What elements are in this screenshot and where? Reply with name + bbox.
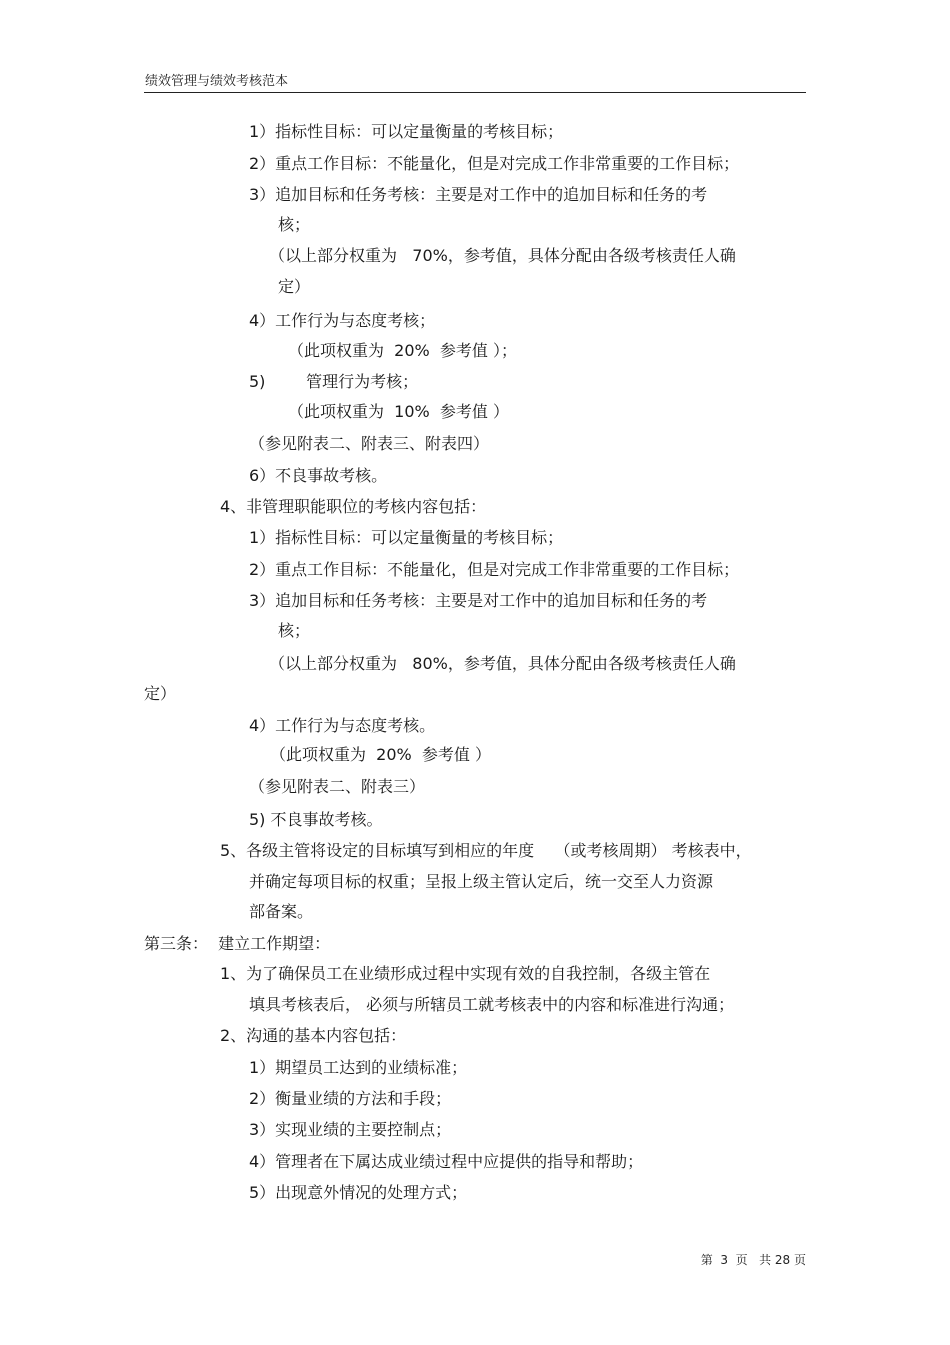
text-line: 2）重点工作目标：不能量化，但是对完成工作非常重要的工作目标； <box>249 154 740 173</box>
text-line: 5) 管理行为考核； <box>249 372 419 391</box>
text-line: （此项权重为 20% 参考值 ） <box>270 745 491 764</box>
text-line: （参见附表二、附表三、附表四） <box>249 434 490 453</box>
text-line: 核； <box>278 621 311 640</box>
text-line: 1）指标性目标：可以定量衡量的考核目标； <box>249 122 564 141</box>
text-line: 5、各级主管将设定的目标填写到相应的年度 （或考核周期） 考核表中， <box>220 841 752 860</box>
text-line: （此项权重为 20% 参考值 ）； <box>288 341 517 360</box>
text-line: 2）重点工作目标：不能量化，但是对完成工作非常重要的工作目标； <box>249 560 740 579</box>
text-line: 4）管理者在下属达成业绩过程中应提供的指导和帮助； <box>249 1152 644 1171</box>
text-line: 5) 不良事故考核。 <box>249 810 383 829</box>
text-line: 3）实现业绩的主要控制点； <box>249 1120 452 1139</box>
text-line: （此项权重为 10% 参考值 ） <box>288 402 509 421</box>
page-number: 第 3 页 共 28 页 <box>700 1253 806 1267</box>
text-line: 4）工作行为与态度考核； <box>249 311 436 330</box>
text-line: 1）期望员工达到的业绩标准； <box>249 1058 468 1077</box>
text-line: 3）追加目标和任务考核：主要是对工作中的追加目标和任务的考 <box>249 591 708 610</box>
text-line: 核； <box>278 215 311 234</box>
text-line: 1）指标性目标：可以定量衡量的考核目标； <box>249 528 564 547</box>
text-line: 2）衡量业绩的方法和手段； <box>249 1089 452 1108</box>
text-line: 3）追加目标和任务考核：主要是对工作中的追加目标和任务的考 <box>249 185 708 204</box>
text-line: 1、为了确保员工在业绩形成过程中实现有效的自我控制，各级主管在 <box>220 964 711 983</box>
text-line: 填具考核表后， 必须与所辖员工就考核表中的内容和标准进行沟通； <box>249 995 735 1014</box>
header-divider <box>144 92 806 93</box>
text-line: 5）出现意外情况的处理方式； <box>249 1183 468 1202</box>
text-line: 定） <box>278 277 311 296</box>
text-line: 4、非管理职能职位的考核内容包括： <box>220 497 487 516</box>
text-line: 定） <box>144 684 177 703</box>
text-line: 第三条： 建立工作期望： <box>144 934 331 953</box>
page-header-title: 绩效管理与绩效考核范本 <box>145 74 289 89</box>
text-line: （以上部分权重为 80%，参考值，具体分配由各级考核责任人确 <box>269 654 736 673</box>
text-line: 2、沟通的基本内容包括： <box>220 1026 407 1045</box>
text-line: （以上部分权重为 70%，参考值，具体分配由各级考核责任人确 <box>269 246 736 265</box>
text-line: 部备案。 <box>249 902 314 921</box>
text-line: 4）工作行为与态度考核。 <box>249 716 436 735</box>
text-line: 并确定每项目标的权重；呈报上级主管认定后，统一交至人力资源 <box>249 872 714 891</box>
text-line: （参见附表二、附表三） <box>249 777 426 796</box>
text-line: 6）不良事故考核。 <box>249 466 388 485</box>
